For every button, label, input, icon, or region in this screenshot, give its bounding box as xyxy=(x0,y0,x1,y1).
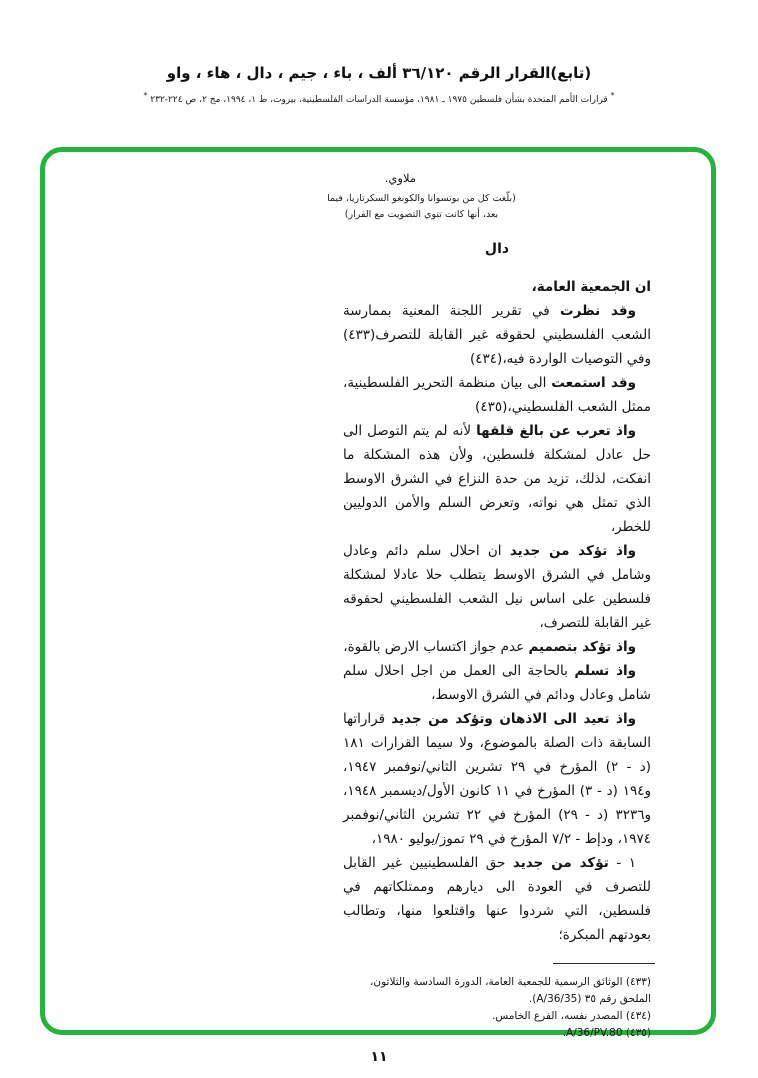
green-border-frame xyxy=(40,147,716,1039)
paragraph-lead: تؤكد من جديد xyxy=(512,855,609,871)
section-heading: دال xyxy=(484,241,510,257)
preamble-paragraph-7 xyxy=(343,707,651,851)
preamble-paragraph-2 xyxy=(343,371,651,419)
source-citation-text: قرارات الأمم المتحدة بشأن فلسطين ١٩٧٥ ـ ١٩٨١، مؤسسة الدراسات الفلسطينية، بيروت، ط ١، ١٩٩٤، مج ٢، ص ٢٢٤-٢٣٢ xyxy=(150,95,608,105)
preamble-intro: ان الجمعية العامة، xyxy=(531,279,651,295)
footnote-divider xyxy=(553,963,655,964)
paragraph-text: حق الفلسطينيين غير القابل للتصرف في العودة الى ديارهم وممتلكاتهم في فلسطين، التي شردوا عنها واقتلعوا منها، وتطالب بعودتهم المبكرة؛ xyxy=(343,855,651,943)
paragraph-text: في تقرير اللجنة المعنية بممارسة الشعب الفلسطيني لحقوقه غير القابلة للتصرف(٤٣٣) وفي التوصيات الواردة فيه،(٤٣٤) xyxy=(343,303,651,367)
paragraph-lead: واذ تؤكد من جديد xyxy=(509,543,636,559)
page-header xyxy=(0,64,758,105)
citation-mark-start: * xyxy=(610,91,615,100)
paragraph-text: بالحاجة الى العمل من اجل احلال سلم شامل وعادل ودائم في الشرق الاوسط، xyxy=(343,663,651,703)
paragraph-text: ان احلال سلم دائم وعادل وشامل في الشرق الاوسط يتطلب حلا عادلا لمشكلة فلسطين على اساس نيل الشعب الفلسطيني لحقوقه غير القابلة للتصرف، xyxy=(343,543,651,631)
vote-note: (بلّغت كل من بوتسوانا والكونغو السكرتاريا، فيما بعد، أنها كانت تنوي التصويت مع القرار) xyxy=(327,193,516,220)
footnote-marker: (٤٣٥) xyxy=(625,1027,651,1039)
footnote-433 xyxy=(343,974,651,1008)
preamble-paragraph-5 xyxy=(343,635,651,659)
source-citation xyxy=(0,91,758,105)
preamble-paragraph-3 xyxy=(343,419,651,539)
page-number: ١١ xyxy=(370,1049,388,1065)
country-line: ملاوي. xyxy=(384,171,416,185)
footnote-marker: (٤٣٤) xyxy=(625,1010,651,1022)
preamble-paragraph-1 xyxy=(343,299,651,371)
paragraph-lead: واذ تسلم xyxy=(574,663,637,679)
footnote-marker: (٤٣٣) xyxy=(625,976,651,988)
paragraph-text: الى بيان منظمة التحرير الفلسطينية، ممثل الشعب الفلسطيني،(٤٣٥) xyxy=(343,375,651,415)
footnote-434 xyxy=(343,1008,651,1025)
paragraph-lead: وقد استمعت xyxy=(551,375,637,391)
resolution-body xyxy=(327,170,652,1042)
paragraph-lead: واذ تعيد الى الاذهان وتؤكد من جديد xyxy=(391,711,636,727)
operative-paragraph-1 xyxy=(343,851,651,947)
footnote-text: الوثائق الرسمية للجمعية العامة، الدورة السادسة والثلاثون، الملحق رقم ٣٥ (A/36/35). xyxy=(370,976,651,1005)
footnotes-section xyxy=(343,963,651,1042)
paragraph-lead: واذ تعرب عن بالغ قلقها xyxy=(476,423,636,439)
paragraph-lead: وقد نظرت xyxy=(560,303,636,319)
paragraph-text: لأنه لم يتم التوصل الى حل عادل لمشكلة فلسطين، ولأن هذه المشكلة ما انفكت، لذلك، تزيد من حدة النزاع في الشرق الاوسط الذي تمثل هي نواته، وتعرض السلم والأمن الدوليين للخطر، xyxy=(343,423,651,535)
resolution-title: (تابع)القرار الرقم ٣٦/١٢٠ ألف ، باء ، جيم ، دال ، هاء ، واو xyxy=(166,64,592,82)
paragraph-number: ١ - xyxy=(616,855,636,871)
footnote-435 xyxy=(343,1025,651,1042)
paragraph-text: عدم جواز اكتساب الارض بالقوة، xyxy=(343,639,525,655)
citation-mark-end: * xyxy=(143,91,148,100)
paragraph-text: قراراتها السابقة ذات الصلة بالموضوع، ولا سيما القرارات ١٨١ (د - ٢) المؤرخ في ٢٩ تشرين الثاني/نوفمبر ١٩٤٧، و١٩٤ (د - ٣) المؤرخ في ١١ كانون الأول/ديسمبر ١٩٤٨، و٣٢٣٦ (د - ٢٩) المؤرخ في ٢٢ تشرين الثاني/نوفمبر ١٩٧٤، ودإط - ٧/٢ المؤرخ في ٢٩ تموز/يوليو ١٩٨٠، xyxy=(343,711,652,847)
footnote-text: A/36/PV.80. xyxy=(562,1027,623,1039)
preamble-paragraph-4 xyxy=(343,539,651,635)
paragraph-lead: واذ تؤكد بتصميم xyxy=(528,639,636,655)
footnote-text: المصدر نفسه، الفرع الخامس. xyxy=(492,1010,623,1022)
preamble-paragraph-6 xyxy=(343,659,651,707)
